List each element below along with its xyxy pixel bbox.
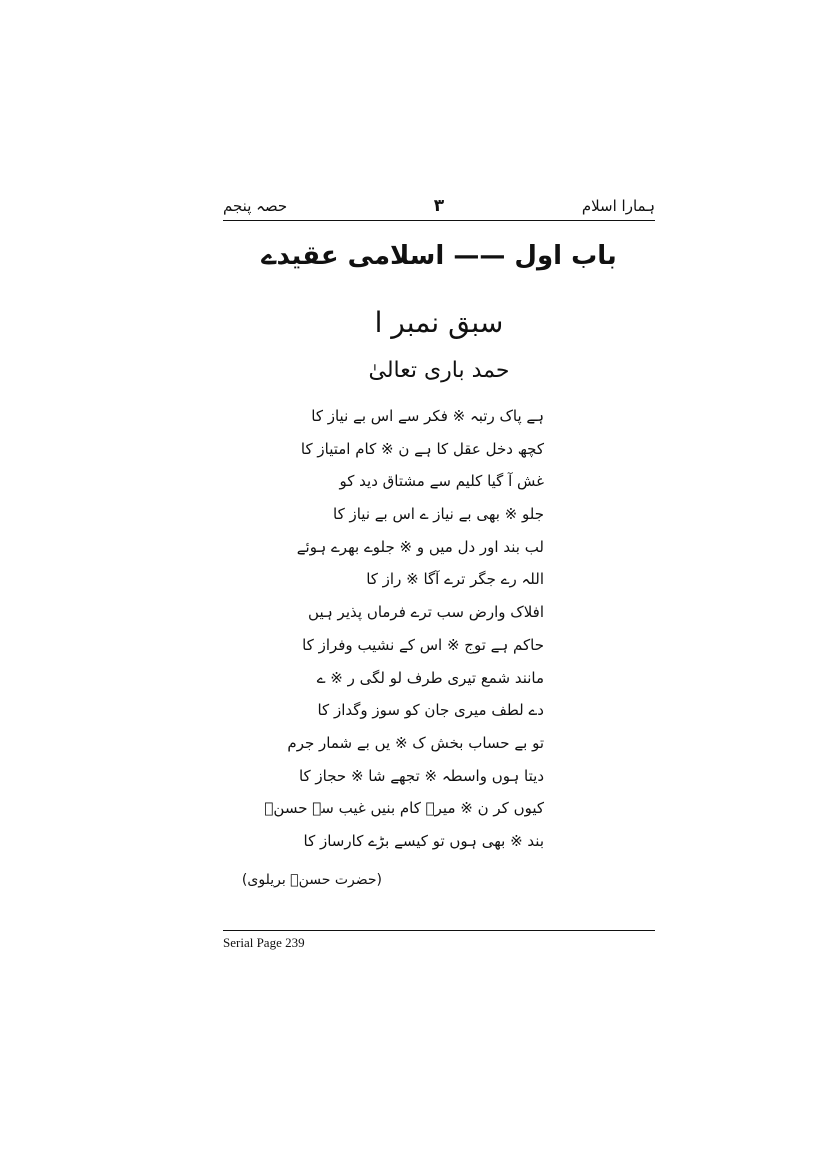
poem-attribution: (حضرت حسنؔ بریلوی) (241, 872, 382, 888)
header-divider (223, 220, 655, 221)
serial-number: 239 (285, 935, 305, 950)
book-title: ہمارا اسلام (581, 197, 655, 215)
poem-line: بند ※ بھی ہوں تو کیسے بڑے کارساز کا (303, 831, 544, 850)
poem (264, 400, 544, 858)
poem-line: غش آ گیا کلیم سے مشتاق دید کو (339, 472, 544, 491)
poem-line: مانند شمع تیری طرف لو لگی ر ※ ے (316, 668, 544, 687)
poem-line: اللہ رے جگر ترے آگا ※ راز کا (366, 570, 544, 589)
page-number: ۳ (433, 196, 445, 216)
section-label: حصہ پنجم (223, 197, 288, 215)
poem-line: تو بے حساب بخش ک ※ یں بے شمار جرم (287, 733, 544, 752)
poem-line: حاکم ہے توج ※ اس کے نشیب وفراز کا (302, 635, 544, 654)
page-header (223, 194, 655, 220)
lesson-title: سبق نمبر ا (374, 306, 504, 339)
poem-line: لب بند اور دل میں و ※ جلوے بھرے ہوئے (296, 537, 544, 556)
serial-label: Serial Page (223, 935, 282, 950)
poem-line: افلاک وارض سب ترے فرماں پذیر ہیں (308, 603, 544, 622)
poem-line: کیوں کر ن ※ میرے کام بنیں غیب سے حسنؔ (264, 799, 544, 818)
poem-line: دے لطف میری جان کو سوز وگداز کا (317, 701, 544, 720)
poem-line: ہے پاک رتبہ ※ فکر سے اس بے نیاز کا (311, 407, 544, 425)
poem-line: کچھ دخل عقل کا ہے ن ※ کام امتیاز کا (300, 439, 544, 458)
chapter-title: باب اول —— اسلامی عقیدے (261, 241, 617, 271)
serial-page (223, 934, 305, 952)
lesson-subtitle: حمد باری تعالیٰ (368, 358, 510, 383)
footer-divider (223, 930, 655, 931)
poem-line: دیتا ہوں واسطہ ※ تجھے شا ※ حجاز کا (298, 766, 544, 785)
poem-line: جلو ※ بھی بے نیاز ے اس بے نیاز کا (333, 505, 544, 524)
